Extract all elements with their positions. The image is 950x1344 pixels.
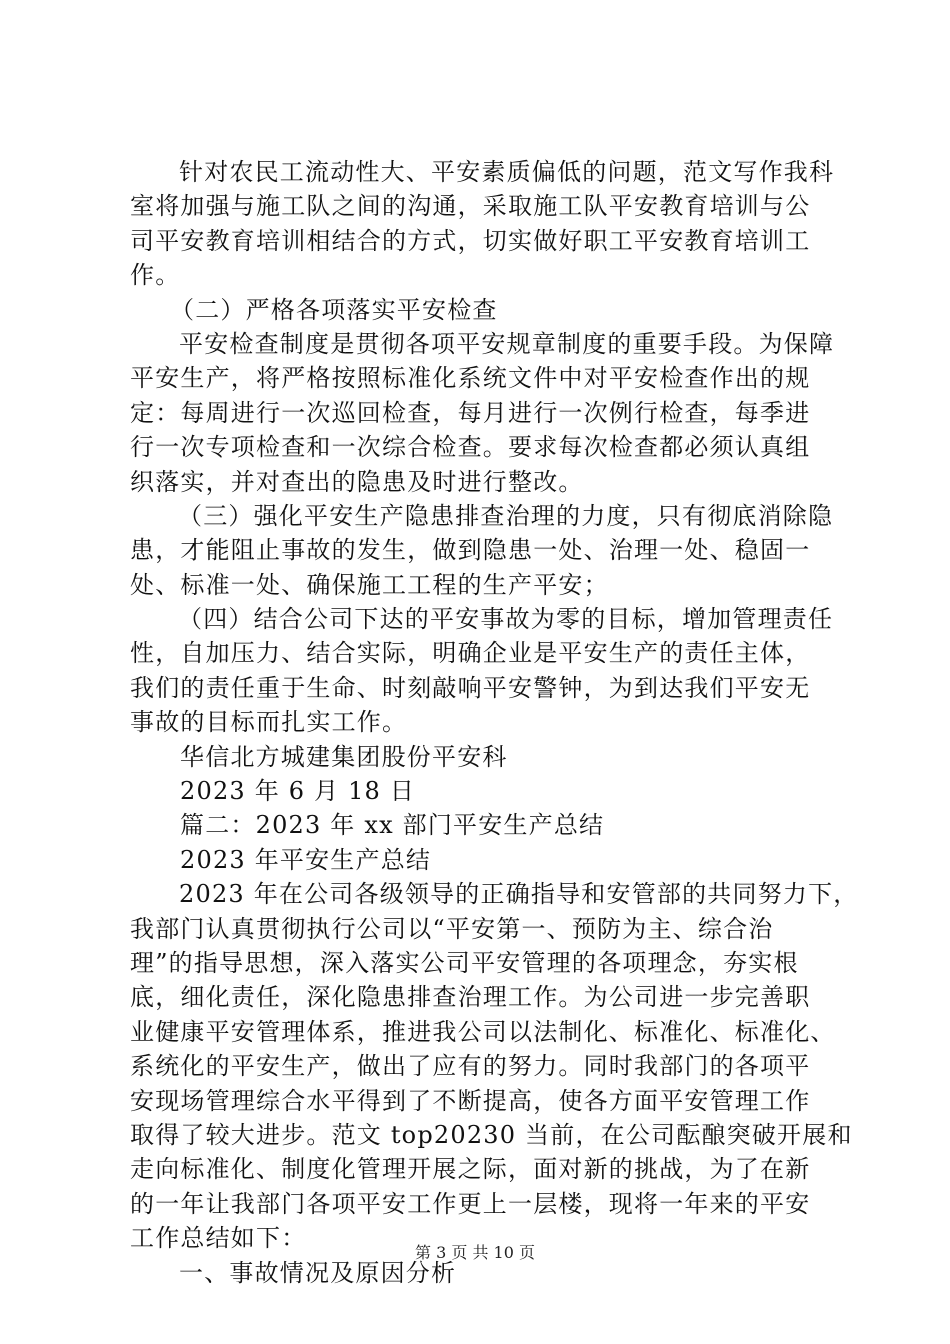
section-heading: 一、事故情况及原因分析 bbox=[179, 1258, 457, 1287]
paragraph-line: 处、标准一处、确保施工工程的生产平安； bbox=[130, 570, 609, 599]
paragraph-line: 作。 bbox=[130, 261, 181, 290]
paragraph-line: 我们的责任重于生命、时刻敲响平安警钟，为到达我们平安无 bbox=[130, 673, 811, 702]
paragraph-line: 工作总结如下： bbox=[130, 1224, 307, 1253]
paragraph-line: 我部门认真贯彻执行公司以“平安第一、预防为主、综合治 bbox=[130, 914, 774, 943]
paragraph-line: 底，细化责任，深化隐患排查治理工作。为公司进一步完善职 bbox=[130, 983, 811, 1012]
signature-date: 2023 年 6 月 18 日 bbox=[180, 777, 416, 806]
paragraph-line: 的一年让我部门各项平安工作更上一层楼，现将一年来的平安 bbox=[130, 1189, 811, 1218]
page-number-footer: 第 3 页 共 10 页 bbox=[415, 1243, 535, 1262]
section-heading: （四）结合公司下达的平安事故为零的目标，增加管理责任 bbox=[178, 605, 834, 634]
paragraph-line: 患，才能阻止事故的发生，做到隐患一处、治理一处、稳固一 bbox=[130, 536, 811, 565]
paragraph-line: 事故的目标而扎实工作。 bbox=[130, 708, 408, 737]
paragraph-line: 2023 年在公司各级领导的正确指导和安管部的共同努力下， bbox=[179, 880, 859, 909]
paragraph-line: 安现场管理综合水平得到了不断提高，使各方面平安管理工作 bbox=[130, 1086, 811, 1115]
paragraph-line: 司平安教育培训相结合的方式，切实做好职工平安教育培训工 bbox=[130, 226, 811, 255]
paragraph-line: 走向标准化、制度化管理开展之际，面对新的挑战，为了在新 bbox=[130, 1155, 811, 1184]
paragraph-line: 平安检查制度是贯彻各项平安规章制度的重要手段。为保障 bbox=[179, 329, 835, 358]
paragraph-line: 业健康平安管理体系，推进我公司以法制化、标准化、标准化、 bbox=[130, 1017, 836, 1046]
document-body bbox=[130, 155, 859, 1290]
paragraph-line: 定：每周进行一次巡回检查，每月进行一次例行检查，每季进 bbox=[130, 398, 811, 427]
part-title: 篇二：2023 年 xx 部门平安生产总结 bbox=[180, 811, 605, 840]
paragraph-line: 织落实，并对查出的隐患及时进行整改。 bbox=[130, 467, 584, 496]
paragraph-line: 针对农民工流动性大、平安素质偏低的问题，范文写作我科 bbox=[179, 158, 835, 186]
paragraph-line: 理”的指导思想，深入落实公司平安管理的各项理念，夯实根 bbox=[130, 948, 799, 977]
paragraph-line: 取得了较大进步。范文 top20230 当前，在公司酝酿突破开展和 bbox=[130, 1120, 853, 1149]
paragraph-line: 行一次专项检查和一次综合检查。要求每次检查都必须认真组 bbox=[130, 433, 811, 462]
section-heading: （二）严格各项落实平安检查 bbox=[170, 295, 498, 324]
paragraph-line: 室将加强与施工队之间的沟通，采取施工队平安教育培训与公 bbox=[130, 192, 811, 221]
signature-org: 华信北方城建集团股份平安科 bbox=[180, 742, 508, 771]
paragraph-line: 系统化的平安生产，做出了应有的努力。同时我部门的各项平 bbox=[130, 1052, 811, 1081]
paragraph-line: 平安生产，将严格按照标准化系统文件中对平安检查作出的规 bbox=[130, 364, 811, 393]
paragraph-line: 性，自加压力、结合实际，明确企业是平安生产的责任主体， bbox=[130, 639, 811, 668]
report-title: 2023 年平安生产总结 bbox=[180, 845, 432, 874]
section-heading: （三）强化平安生产隐患排查治理的力度，只有彻底消除隐 bbox=[178, 501, 834, 530]
